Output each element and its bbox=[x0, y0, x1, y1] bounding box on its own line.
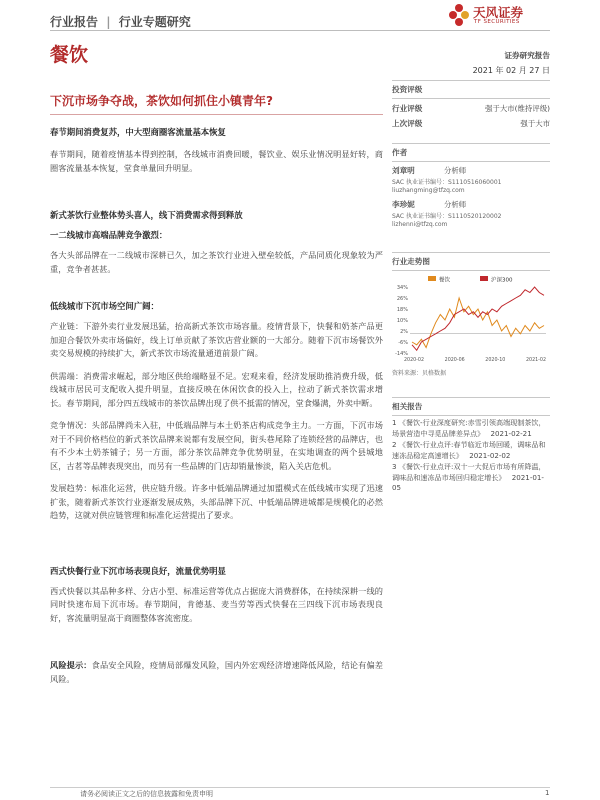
related-heading: 相关报告 bbox=[392, 402, 423, 411]
sub-heading: 一二线城市高端品牌竞争激烈： bbox=[50, 230, 168, 240]
logo bbox=[448, 2, 548, 30]
footer-divider bbox=[50, 787, 550, 788]
legend-swatch bbox=[428, 276, 436, 281]
author-role: 分析师 bbox=[444, 166, 467, 175]
x-tick-label: 2020-06 bbox=[444, 358, 465, 363]
related-report-link[interactable] bbox=[392, 440, 550, 461]
trend-chart bbox=[392, 273, 550, 367]
paragraph: 供需端：消费需求崛起，部分地区供给端略显不足。宏观来看，经济发展助推消费升级，低线城市居民可支配收入提升明显，直接反映在休闲饮食的投入上，拉动了新式茶饮需求增长。春节期间，部分四五线城市的茶饮品牌出现了供不抵需的情况，堂食爆满，外卖中断。 bbox=[50, 370, 383, 408]
paragraph: 竞争情况：头部品牌尚未入驻，中低端品牌与本土奶茶店构成竞争主力。一方面，下沉市场对于不同价格档位的新式茶饮品牌来说都有发展空间，街头巷尾除了连锁经营的品牌店，也有不少本土奶茶铺子；另一方面，部分茶饮品牌竞争优势明显，在实地调查的两个县城地区，古茗等品牌表现突出，而另有一些品牌的门店却销量惨淡，陷入关店危机。 bbox=[50, 420, 383, 471]
paragraph: 西式快餐以其品种多样、分店小型、标准运营等优点占据庞大消费群体，在持续深耕一线的同时快速布局下沉市场。春节期间，肯德基、麦当劳等西式快餐在三四线下沉市场表现良好，客流量明显高于商圈整体客流密度。 bbox=[50, 585, 383, 623]
author-role: 分析师 bbox=[444, 200, 467, 209]
footer-disclaimer: 请务必阅读正文之后的信息披露和免责申明 bbox=[80, 790, 213, 798]
related-list bbox=[392, 418, 550, 494]
rating-value: 强于大市(维持评级) bbox=[485, 104, 550, 113]
prev-rating-value: 强于大市 bbox=[520, 119, 550, 128]
divider bbox=[392, 98, 550, 99]
legend-label: 沪深300 bbox=[491, 277, 513, 284]
related-num: 3 bbox=[392, 462, 397, 471]
paragraph: 春节期间，随着疫情基本得到控制，各线城市消费回暖，餐饮业、娱乐业情况明显好转，商圈客流量基本恢复，堂食单量回升明显。 bbox=[50, 149, 383, 173]
author-entry bbox=[392, 199, 550, 228]
rating-label: 行业评级 bbox=[392, 104, 423, 113]
related-date: 2021-02-21 bbox=[490, 428, 532, 438]
divider bbox=[392, 270, 550, 271]
x-tick-label: 2020-10 bbox=[485, 358, 506, 363]
author-sac: SAC 执业证书编号：S1110516060001 bbox=[392, 179, 502, 186]
related-title: 《餐饮-行业点评:双十一大促后市场有所降温，调味品和速冻品市场回归稳定增长》 bbox=[392, 462, 546, 482]
paragraph: 产业链：下游外卖行业发展迅猛，抬高新式茶饮市场容量。疫情背景下，快餐和奶茶产品更加迎合餐饮外卖市场偏好，线上订单贡献了茶饮店营业额的一大部分。随着下沉市场餐饮外卖交易规模的持续扩大，新式茶饮市场流量通道前景广阔。 bbox=[50, 321, 383, 358]
related-num: 2 bbox=[392, 440, 397, 449]
trend-heading: 行业走势图 bbox=[392, 257, 430, 266]
author-heading: 作者 bbox=[392, 148, 408, 157]
title-divider bbox=[50, 114, 383, 115]
rating-heading: 投资评级 bbox=[392, 85, 423, 94]
author-entry bbox=[392, 165, 550, 194]
risk-warning bbox=[50, 659, 383, 686]
sector-title: 餐饮 bbox=[50, 44, 89, 66]
prev-rating-label: 上次评级 bbox=[392, 119, 423, 128]
logo-name: 天风证券 bbox=[473, 5, 524, 20]
report-type-label: 行业报告 bbox=[50, 15, 99, 29]
author-email[interactable]: liuzhangming@tfzq.com bbox=[392, 187, 465, 194]
y-tick-label: -14% bbox=[395, 351, 408, 357]
legend-swatch bbox=[480, 276, 488, 281]
paragraph: 各大头部品牌在一二线城市深耕已久，加之茶饮行业进入壁垒较低，产品同质化现象较为严重，竞争者甚甚。 bbox=[50, 250, 383, 274]
author-sac: SAC 执业证书编号：S1110520120002 bbox=[392, 213, 502, 220]
series-line-csi300 bbox=[412, 287, 544, 350]
right-sidebar bbox=[392, 50, 550, 494]
related-report-link[interactable] bbox=[392, 418, 550, 439]
report-type bbox=[50, 13, 191, 30]
series-line-catering bbox=[412, 298, 544, 348]
report-title: 下沉市场争夺战，茶饮如何抓住小镇青年? bbox=[50, 94, 273, 108]
author-name: 刘章明 bbox=[392, 166, 415, 175]
header-separator: | bbox=[106, 15, 111, 29]
section-heading: 新式茶饮行业整体势头喜人，线下消费需求得到释放 bbox=[50, 210, 243, 220]
x-tick-label: 2020-02 bbox=[403, 358, 425, 363]
y-tick-label: 10% bbox=[396, 318, 408, 324]
chart-source: 资料来源：贝格数据 bbox=[392, 370, 447, 377]
report-date: 2021 年 02 月 27 日 bbox=[472, 66, 550, 75]
related-date: 2021-02-02 bbox=[469, 450, 511, 460]
rating-row bbox=[392, 103, 550, 114]
y-tick-label: 18% bbox=[396, 307, 408, 313]
section-heading: 春节期间消费复苏，中大型商圈客流量基本恢复 bbox=[50, 127, 226, 137]
section-heading: 低线城市下沉市场空间广阔： bbox=[50, 301, 159, 311]
risk-label: 风险提示： bbox=[50, 660, 92, 670]
prev-rating-row bbox=[392, 118, 550, 129]
author-name: 李珍妮 bbox=[392, 200, 415, 209]
related-num: 1 bbox=[392, 418, 397, 427]
report-subtype-label: 行业专题研究 bbox=[118, 15, 191, 29]
author-email[interactable]: lizhenni@tfzq.com bbox=[392, 221, 448, 228]
logo-english: TF SECURITIES bbox=[474, 19, 520, 25]
risk-text: 食品安全风险，疫情局部爆发风险，国内外宏观经济增速降低风险，结论有偏差风险。 bbox=[50, 660, 383, 684]
divider bbox=[392, 80, 550, 81]
divider bbox=[392, 415, 550, 416]
related-report-link[interactable] bbox=[392, 462, 550, 494]
y-tick-label: 26% bbox=[396, 296, 408, 302]
x-tick-label: 2021-02 bbox=[525, 358, 547, 363]
header-divider bbox=[50, 30, 550, 31]
divider bbox=[392, 397, 550, 398]
page-number: 1 bbox=[545, 789, 550, 797]
related-title: 《餐饮-行业深度研究:赤雪引领高端现制茶饮，场景营造中寻觅品牌差异点》 bbox=[392, 418, 546, 438]
related-title: 《餐饮-行业点评:春节临近市场回暖，调味品和速冻品稳定高速增长》 bbox=[392, 440, 546, 460]
section-heading: 西式快餐行业下沉市场表现良好，流量优势明显 bbox=[50, 565, 226, 576]
paragraph: 发展趋势：标准化运营，供应链升级。许多中低端品牌通过加盟模式在低线城市实现了迅速扩张，随着新式茶饮行业逐渐发展成熟，头部品牌下沉、中低端品牌进城都是规模化的必然趋势，这就对供应链管理和标准化运营提出了要求。 bbox=[50, 483, 383, 520]
report-label: 证券研究报告 bbox=[504, 51, 550, 60]
y-tick-label: 34% bbox=[396, 285, 408, 291]
divider bbox=[392, 143, 550, 144]
legend-label: 餐饮 bbox=[439, 277, 451, 284]
divider bbox=[392, 252, 550, 253]
y-tick-label: 2% bbox=[400, 329, 408, 335]
related-date: 2021-01-05 bbox=[392, 472, 544, 492]
divider bbox=[392, 161, 550, 162]
y-tick-label: -6% bbox=[398, 340, 408, 346]
main-body bbox=[50, 124, 383, 686]
logo-mark-icon bbox=[448, 3, 470, 27]
